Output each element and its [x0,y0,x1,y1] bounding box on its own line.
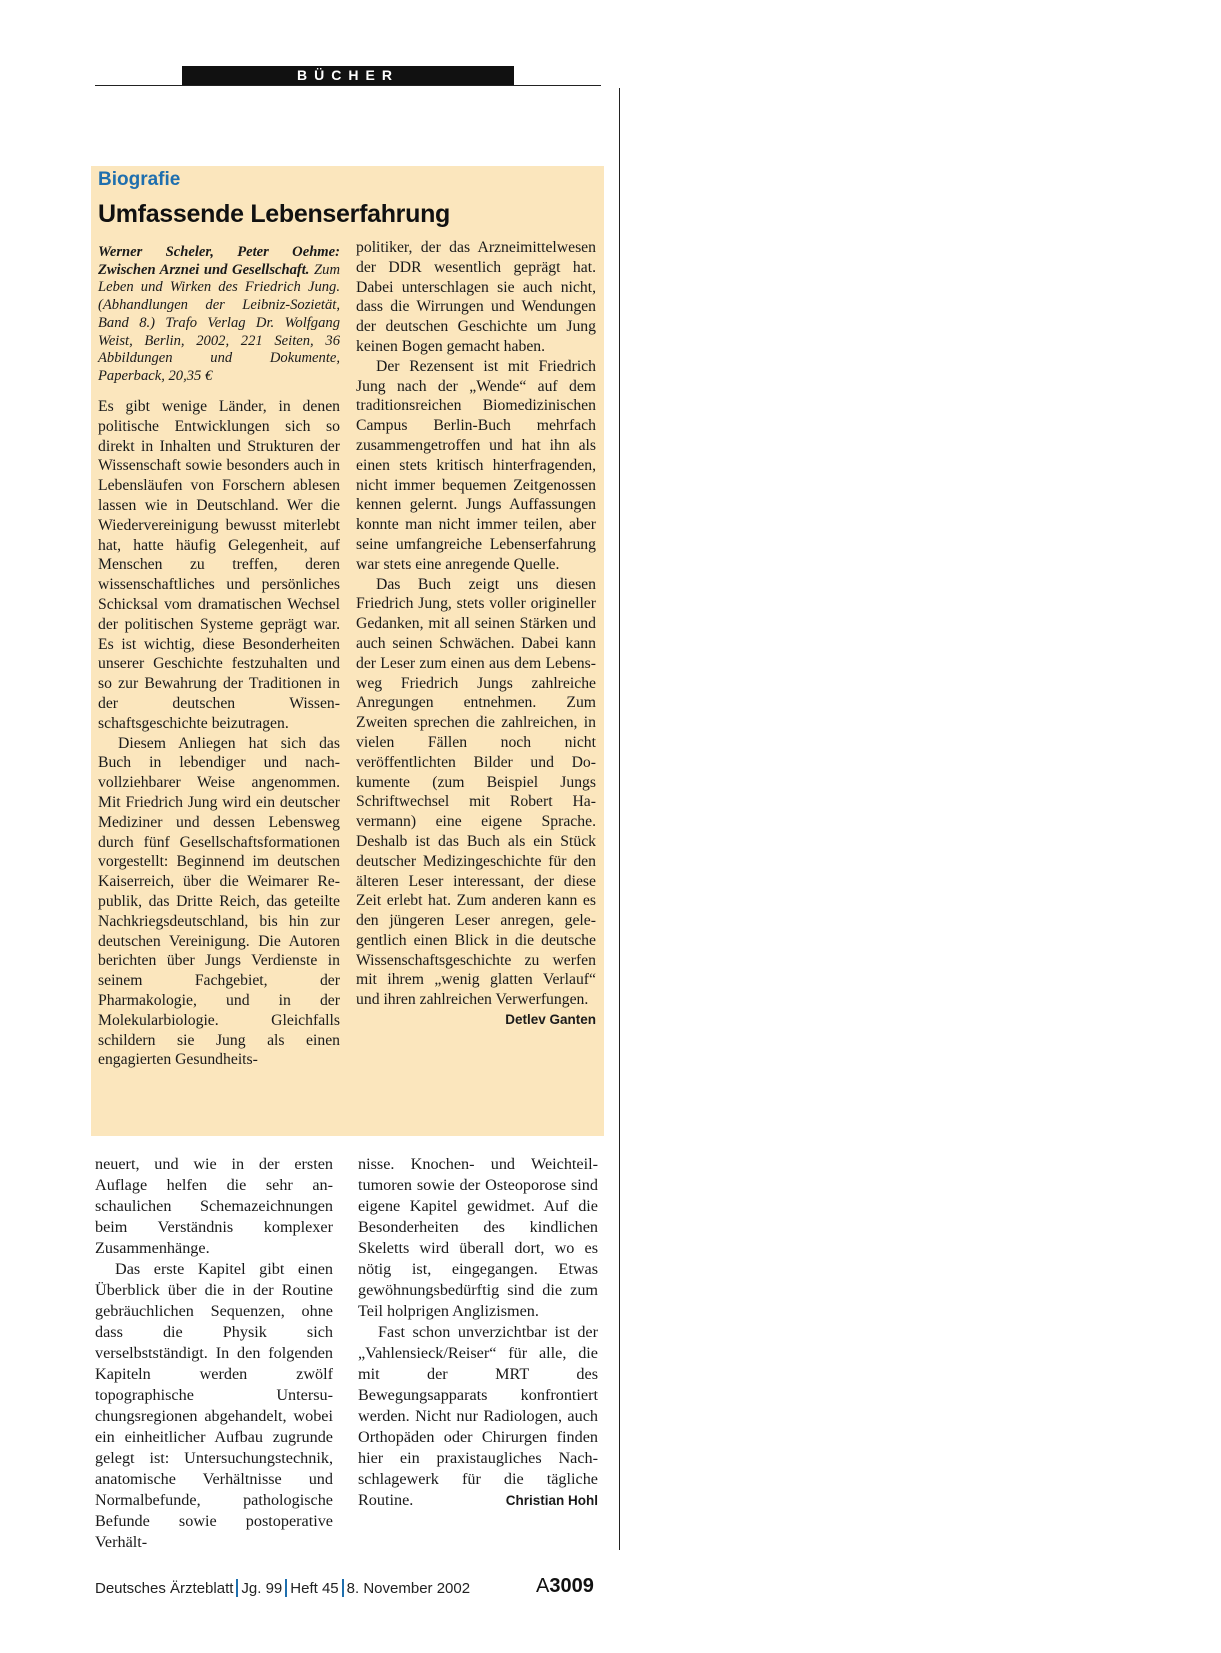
bibliographic-info [98,244,340,386]
review-kicker: Biografie [98,169,181,190]
paragraph-text: Fast schon unverzichtbar ist der „Vahlensieck/Reiser“ für alle, die mit der MRT des Bewegungsapparats konfrontiert werden. Nicht nur Radiologen, auch Orthopäden oder Chirurgen finden hier ein praxistaugliches Nachschlagewerk für die tägliche Routine. [358,1323,598,1509]
bib-authors-title: Werner Scheler, Peter Oehme: Zwischen Arznei und Gesellschaft. [98,244,340,278]
review-signature: Detlev Ganten [505,1012,596,1028]
page-footer [95,1579,470,1597]
review2-column-1 [95,1154,333,1553]
paragraph: neuert, und wie in der ersten Auflage helfen die sehr anschaulichen Schemazeichnungen beim Verständnis komplexer Zusammenhänge. [95,1155,333,1257]
paragraph: Diesem Anliegen hat sich das Buch in lebendiger und nachvollziehbarer Weise angenommen. Mit Friedrich Jung wird ein deutscher Mediziner und dessen Lebensweg durch fünf Gesellschaftsformationen vorgestellt: Beginnend im deutschen Kaiserreich, über die Weimarer Republik, das Dritte Reich, das geteilte Nachkriegsdeutschland, bis hin zur deutschen Vereinigung. Die Autoren berichten über Jungs Verdienste in seinem Fachgebiet, der Pharmakologie, und in der Molekularbiologie. Gleichfalls schildern sie Jung als einen engagierten Gesundheits- [98,734,340,1069]
page-number-value: 3009 [549,1575,594,1597]
paragraph: politiker, der das Arzneimittelwesen der DDR wesentlich geprägt hat. Dabei unterschlagen sie auch nicht, dass die Wirrungen und Wendungen der deutschen Geschichte um Jung keinen Bogen gemacht haben. [356,239,596,355]
footer-separator [236,1579,238,1597]
top-rule [95,85,601,86]
bib-details: Zum Leben und Wirken des Friedrich Jung. (Abhandlungen der Leibniz-Sozietät, Band 8.) Trafo Verlag Dr. Wolfgang Weist, Berlin, 2002, 221 Seiten, 36 Abbildungen und Dokumente, Paperback, 20,35 € [98,261,340,384]
paragraph-text: Das Buch zeigt uns diesen Friedrich Jung, stets voller origineller Gedanken, mit all seinen Stärken und auch seinen Schwächen. Dabei kann der Leser zum einen aus dem Lebensweg Friedrich Jungs zahlreiche Anregungen entnehmen. Zum Zweiten sprechen die zahlreichen, in vielen Fällen noch nicht veröffentlichten Bilder und Dokumente (zum Beispiel Jungs Schriftwechsel mit Robert Havermann) eine eigene Sprache. Deshalb ist das Buch als ein Stück deutscher Medizingeschichte für den älteren Leser interessant, der diese Zeit erlebt hat. Zum anderen kann es den jüngeren Leser anregen, gelegentlich einen Blick in die deutsche Wissenschaftsgeschichte zu werfen mit ihrem „wenig glatten Verlauf“ und ihren zahlreichen Verwerfungen. [356,575,596,1009]
review2-column-2 [358,1154,598,1511]
review-signature: Christian Hohl [505,1493,598,1508]
paragraph [358,1322,598,1511]
review-headline: Umfassende Lebenserfahrung [98,200,451,228]
paragraph: Der Rezensent ist mit Friedrich Jung nach der „Wende“ auf dem traditionsreichen Biomedizinischen Campus Berlin-Buch mehrfach zusammengetroffen und hat ihn als einen stets kritisch hinterfragenden, nicht immer bequemen Zeitgenossen kennen gelernt. Jungs Auffassungen konnte man nicht immer teilen, aber seine umfangreiche Lebenserfahrung war stets eine anregende Quelle. [356,357,596,573]
paragraph [356,575,596,1028]
review1-column-1 [98,397,340,1070]
page-prefix: A [536,1575,550,1597]
footer-separator [285,1579,287,1597]
paragraph: Es gibt wenige Länder, in denen politische Entwicklungen sich so direkt in Inhalten und Strukturen der Wissenschaft sowie besonders auch in Lebensläufen von Forschern ablesen lassen wie in Deutschland. Wer die Wiedervereinigung bewusst miterlebt hat, hatte häufig Gelegenheit, auf Menschen zu treffen, deren wissenschaftliches und persönliches Schicksal vom dramatischen Wechsel der politischen Systeme geprägt war. Es ist wichtig, diese Besonderheiten unserer Geschichte festzuhalten und so zur Bewahrung der Traditionen in der deutschen Wissenschaftsgeschichte beizutragen. [98,398,340,732]
journal-name: Deutsches Ärzteblatt [95,1580,234,1597]
section-header: BÜCHER [182,66,514,85]
footer-separator [342,1579,344,1597]
column-divider [619,88,620,1550]
page-number [536,1575,594,1598]
paragraph: nisse. Knochen- und Weichteiltumoren sowie der Osteoporose sind eigene Kapitel gewidmet. Auf die Besonderheiten des kindlichen Skeletts wird überall dort, wo es nötig ist, eingegangen. Etwas gewöhnungsbedürftig sind die zum Teil holprigen Anglizismen. [358,1155,598,1320]
volume: Jg. 99 [241,1580,283,1597]
paragraph: Das erste Kapitel gibt einen Überblick über die in der Routine gebräuchlichen Sequenzen, ohne dass die Physik sich verselbstständigt. In den folgenden Kapiteln werden zwölf topographische Untersuchungsregionen abgehandelt, wobei ein einheitlicher Aufbau zugrunde gelegt ist: Untersuchungstechnik, anatomische Verhältnisse und Normalbefunde, pathologische Befunde sowie postoperative Verhält- [95,1260,333,1551]
issue: Heft 45 [290,1580,339,1597]
issue-date: 8. November 2002 [346,1580,471,1597]
review1-column-2 [356,238,596,1030]
